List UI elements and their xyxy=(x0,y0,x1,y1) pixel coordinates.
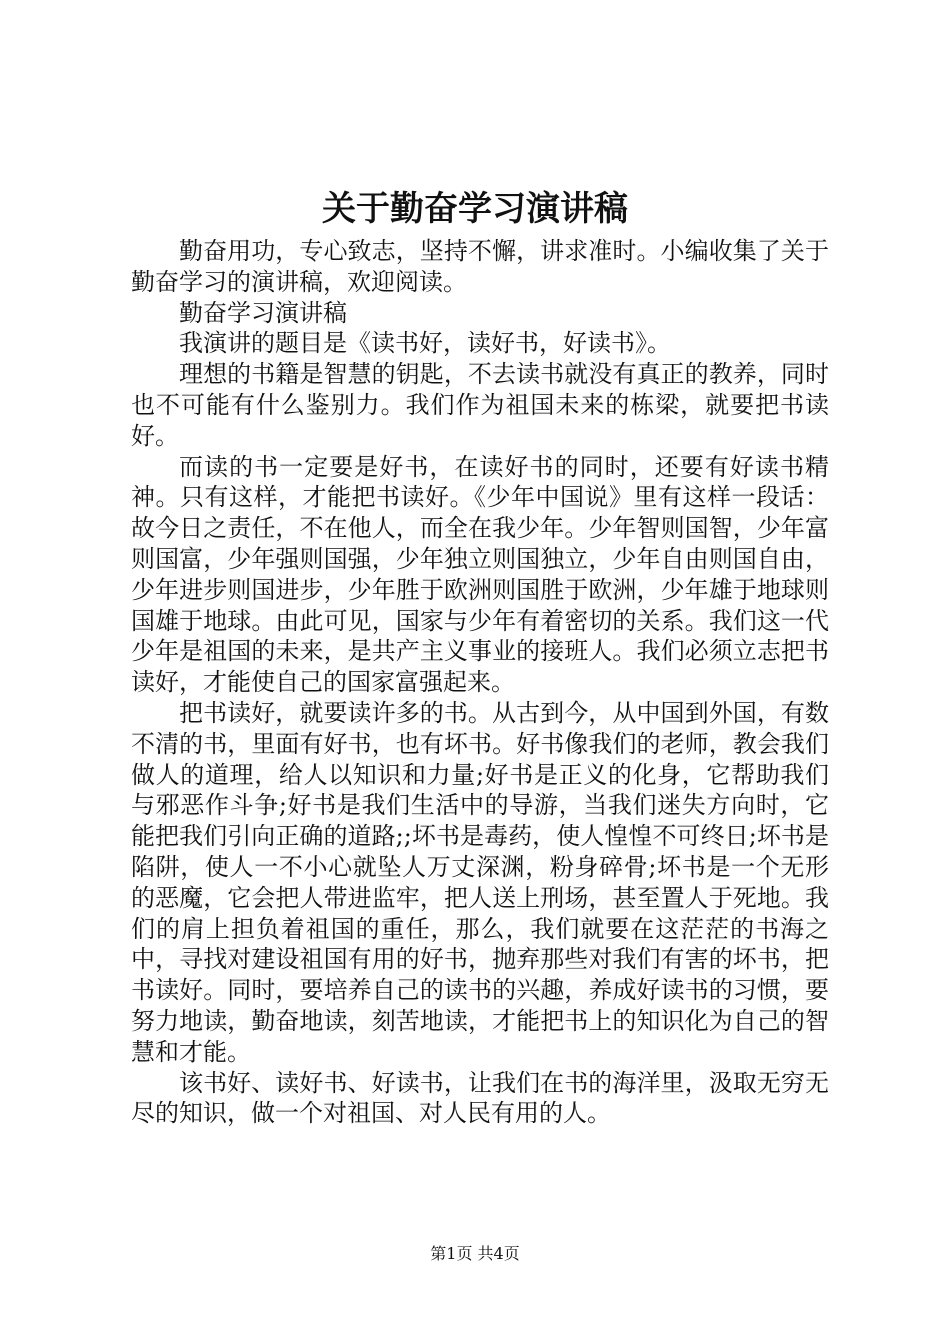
paragraph-subtitle: 勤奋学习演讲稿 xyxy=(179,298,347,327)
paragraph-topic: 我演讲的题目是《读书好，读好书，好读书》。 xyxy=(179,329,671,358)
document-title: 关于勤奋学习演讲稿 xyxy=(322,189,628,229)
paragraph-intro: 勤奋用功，专心致志，坚持不懈，讲求准时。小编收集了关于勤奋学习的演讲稿，欢迎阅读。 xyxy=(131,237,829,296)
paragraph-read-well: 把书读好，就要读许多的书。从古到今，从中国到外国，有数不清的书，里面有好书，也有坏书。好书像我们的老师，教会我们做人的道理，给人以知识和力量;好书是正义的化身，它帮助我们与邪恶作斗争;好书是我们生活中的导游，当我们迷失方向时，它能把我们引向正确的道路;;坏书是毒药，使人惶惶不可终日;坏书是陷阱，使人一不小心就坠人万丈深渊，粉身碎骨;坏书是一个无形的恶魔，它会把人带进监牢，把人送上刑场，甚至置人于死地。我们的肩上担负着祖国的重任，那么，我们就要在这茫茫的书海之中，寻找对建设祖国有用的好书，抛弃那些对我们有害的坏书，把书读好。同时，要培养自己的读书的兴趣，养成好读书的习惯，要努力地读，勤奋地读，刻苦地读，才能把书上的知识化为自己的智慧和才能。 xyxy=(131,698,829,1066)
paragraph-conclusion: 该书好、读好书、好读书，让我们在书的海洋里，汲取无穷无尽的知识，做一个对祖国、对人民有用的人。 xyxy=(131,1068,829,1128)
paragraph-good-books: 而读的书一定要是好书，在读好书的同时，还要有好读书精神。只有这样，才能把书读好。《少年中国说》里有这样一段话：故今日之责任，不在他人，而全在我少年。少年智则国智，少年富则国富，少年强则国强，少年独立则国独立，少年自由则国自由，少年进步则国进步，少年胜于欧洲则国胜于欧洲，少年雄于地球则国雄于地球。由此可见，国家与少年有着密切的关系。我们这一代少年是祖国的未来，是共产主义事业的接班人。我们必须立志把书读好，才能使自己的国家富强起来。 xyxy=(131,452,829,697)
page-number-footer: 第1页 共4页 xyxy=(430,1244,520,1263)
document-body xyxy=(131,236,829,1129)
paragraph-ideal-books: 理想的书籍是智慧的钥匙，不去读书就没有真正的教养，同时也不可能有什么鉴别力。我们作为祖国未来的栋梁，就要把书读好。 xyxy=(131,360,829,450)
